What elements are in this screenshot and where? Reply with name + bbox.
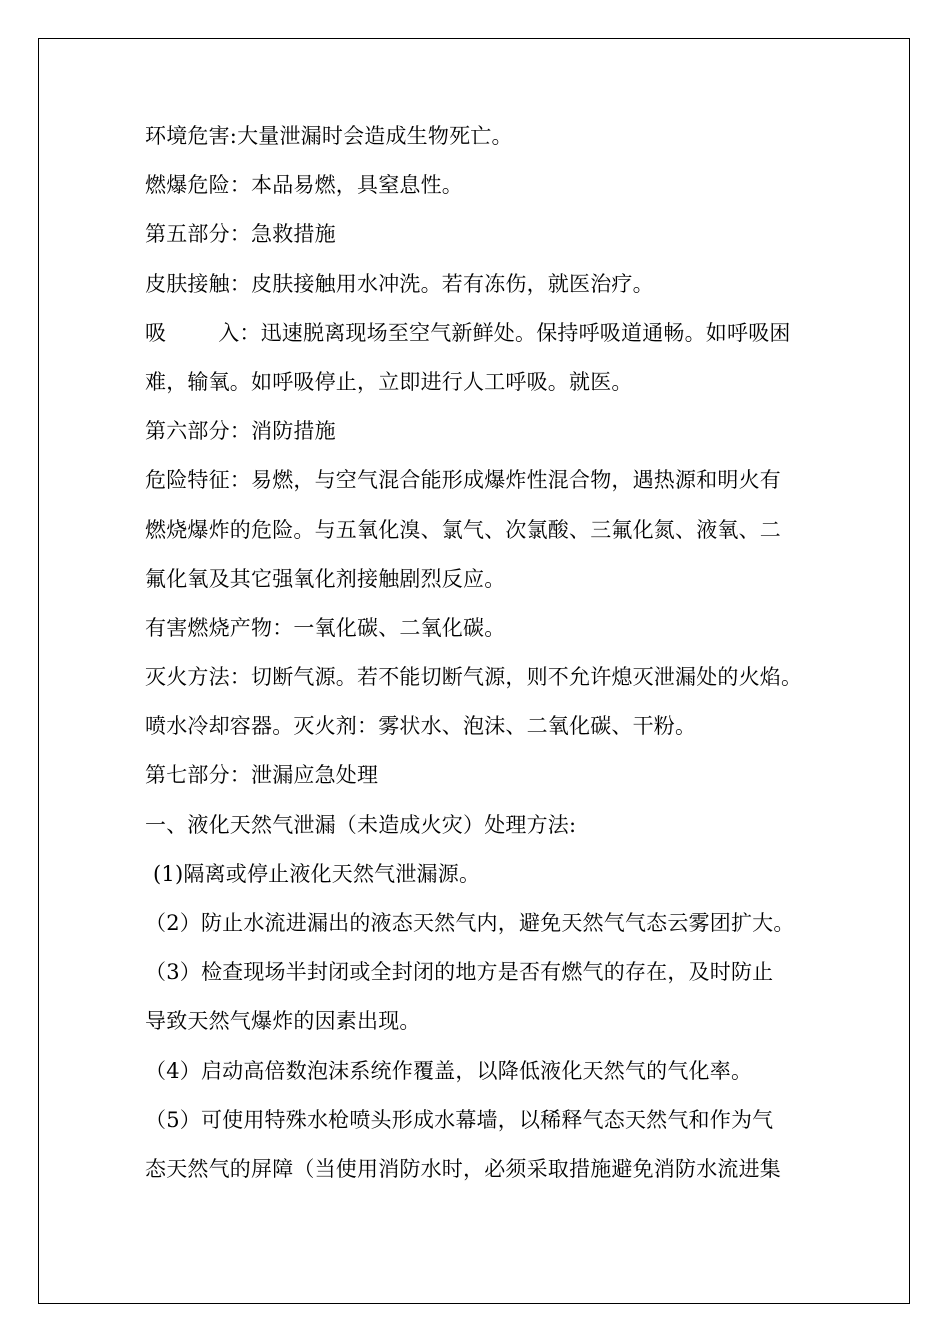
text-line xyxy=(145,316,810,365)
text-line: 危险特征：易燃，与空气混合能形成爆炸性混合物，遇热源和明火有 xyxy=(145,468,781,493)
inhale-label: 吸 xyxy=(145,320,167,345)
text-line: 皮肤接触：皮肤接触用水冲洗。若有冻伤，就医治疗。 xyxy=(145,271,654,296)
list-item: （5）可使用特殊水枪喷头形成水幕墙，以稀释气态天然气和作为气 xyxy=(145,1107,774,1132)
section-heading: 第六部分：消防措施 xyxy=(145,419,336,444)
section-heading: 第七部分：泄漏应急处理 xyxy=(145,763,379,788)
inhale-text: 入：迅速脱离现场至空气新鲜处。保持呼吸道通畅。如呼吸困 xyxy=(218,320,791,345)
list-item: （3）检查现场半封闭或全封闭的地方是否有燃气的存在，及时防止 xyxy=(145,960,774,985)
list-item: （2）防止水流进漏出的液态天然气内，避免天然气气态云雾团扩大。 xyxy=(145,911,795,935)
text-line: 导致天然气爆炸的因素出现。 xyxy=(145,1009,421,1034)
text-line: 氟化氧及其它强氧化剂接触剧烈反应。 xyxy=(145,566,506,591)
text-line: 燃烧爆炸的危险。与五氧化溴、氯气、次氯酸、三氟化氮、液氧、二 xyxy=(145,517,781,542)
document-body xyxy=(145,119,810,1201)
text-line: 喷水冷却容器。灭火剂：雾状水、泡沫、二氧化碳、干粉。 xyxy=(145,714,697,739)
section-heading: 第五部分：急救措施 xyxy=(145,222,336,247)
text-line: 一、液化天然气泄漏（未造成火灾）处理方法: xyxy=(145,812,577,837)
text-line: 燃爆危险：本品易燃，具窒息性。 xyxy=(145,173,463,198)
list-item: (1)隔离或停止液化天然气泄漏源。 xyxy=(153,861,481,886)
text-line: 难，输氧。如呼吸停止，立即进行人工呼吸。就医。 xyxy=(145,369,633,394)
text-line: 灭火方法：切断气源。若不能切断气源，则不允许熄灭泄漏处的火焰。 xyxy=(145,665,803,690)
text-line: 态天然气的屏障（当使用消防水时，必须采取措施避免消防水流进集 xyxy=(145,1156,781,1181)
text-line: 环境危害:大量泄漏时会造成生物死亡。 xyxy=(145,124,513,148)
text-line: 有害燃烧产物：一氧化碳、二氧化碳。 xyxy=(145,615,506,640)
list-item: （4）启动高倍数泡沫系统作覆盖，以降低液化天然气的气化率。 xyxy=(145,1058,753,1083)
